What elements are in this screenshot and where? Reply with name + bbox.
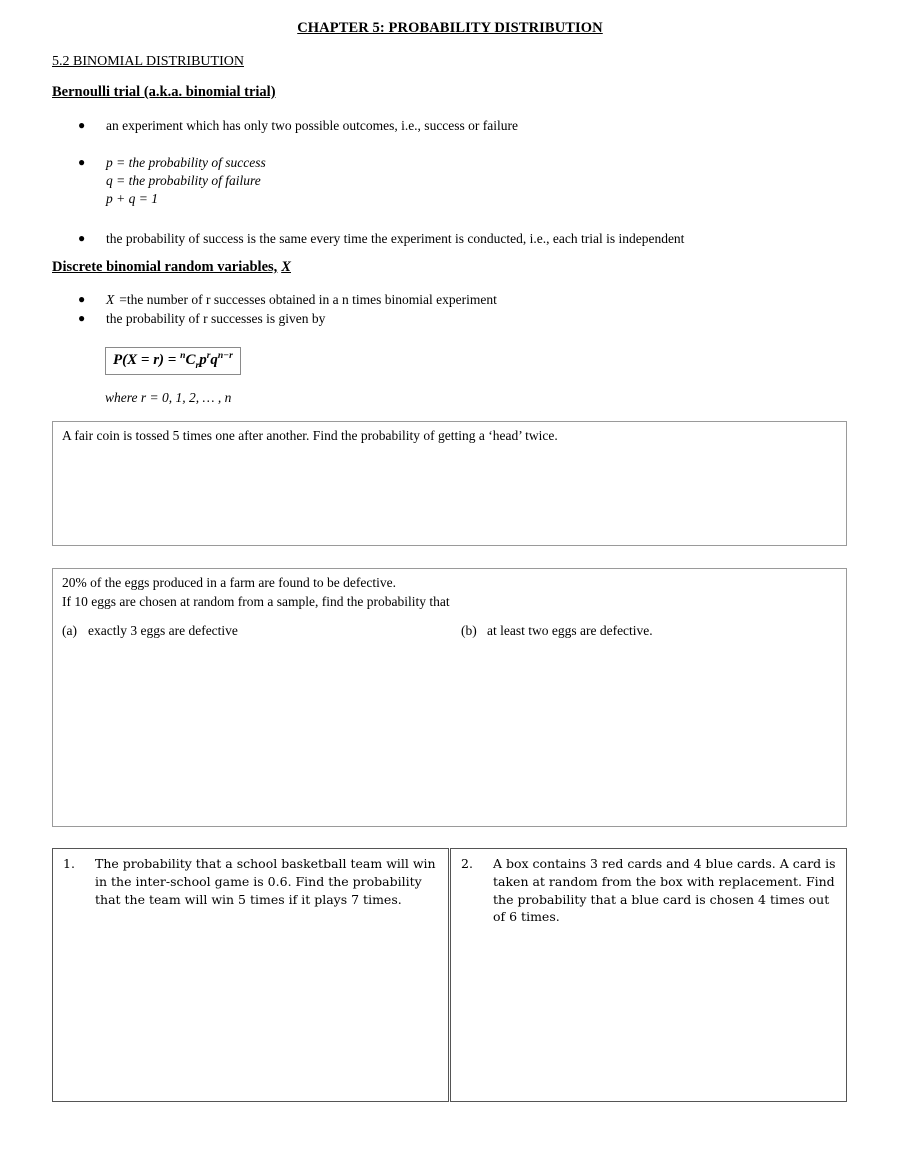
- discrete-bullet-2: [78, 310, 838, 328]
- question-2-stem-line-2: If 10 eggs are chosen at random from a sample, find the probability that: [62, 593, 450, 609]
- question-2-stem-line-1: 20% of the eggs produced in a farm are found to be defective.: [62, 575, 396, 590]
- question-2-part-b-label: (b): [461, 623, 477, 638]
- formula-q-superscript: n−r: [217, 350, 233, 361]
- probability-sum-identity: p + q = 1: [106, 190, 158, 206]
- exercise-cell-2[interactable]: [450, 848, 847, 1102]
- bernoulli-bullet-2-group: [106, 154, 838, 207]
- section-heading-text: 5.2 BINOMIAL DISTRIBUTION: [52, 54, 244, 69]
- exercise-table: [52, 848, 847, 1102]
- page-title: [0, 20, 900, 37]
- bernoulli-bullet-3: [78, 230, 838, 248]
- formula-domain-note-text: where r = 0, 1, 2, … , n: [105, 390, 232, 405]
- formula-p: p: [199, 352, 207, 368]
- discrete-binomial-heading-underline: [52, 259, 291, 275]
- bullet-dot-icon: ●: [78, 230, 86, 245]
- question-2-part-b: [461, 622, 831, 641]
- question-1-text: A fair coin is tossed 5 times one after another. Find the probability of getting a ‘head’ twice.: [62, 428, 558, 443]
- formula-p-superscript: r: [206, 350, 211, 361]
- question-2-part-b-text: at least two eggs are defective.: [487, 623, 653, 638]
- discrete-bullet-1-group: [106, 291, 838, 309]
- binomial-probability-formula: [105, 347, 241, 375]
- question-1-answer-box[interactable]: [52, 421, 847, 546]
- question-2-part-a-text: exactly 3 eggs are defective: [88, 623, 238, 638]
- discrete-bullet-2-text: the probability of r successes is given by: [106, 311, 326, 326]
- formula-combination-c: C: [185, 352, 196, 368]
- discrete-binomial-heading-text: Discrete binomial random variables,: [52, 259, 278, 275]
- bullet-dot-icon: ●: [78, 291, 86, 306]
- random-variable-symbol: X: [106, 292, 115, 307]
- bernoulli-bullet-3-text: the probability of success is the same every time the experiment is conducted, i.e., each trial is independent: [106, 231, 685, 246]
- formula-domain-note: [105, 390, 231, 406]
- page-title-text: CHAPTER 5: PROBABILITY DISTRIBUTION: [297, 20, 603, 36]
- exercise-cell-1[interactable]: [52, 848, 449, 1102]
- probability-success-definition: p = the probability of success: [106, 155, 266, 170]
- section-heading: [52, 54, 244, 70]
- question-2-answer-box[interactable]: [52, 568, 847, 827]
- bullet-dot-icon: ●: [78, 117, 86, 132]
- bullet-dot-icon: ●: [78, 310, 86, 325]
- formula-lhs: P(X = r) =: [113, 352, 181, 368]
- discrete-bullet-1-text: =the number of r successes obtained in a n times binomial experiment: [119, 292, 497, 307]
- bernoulli-bullet-1: [78, 117, 838, 135]
- bernoulli-bullet-2: [78, 154, 838, 207]
- discrete-binomial-heading: [52, 259, 291, 276]
- probability-failure-definition: q = the probability of failure: [106, 172, 261, 188]
- exercise-1-number: 1.: [63, 856, 75, 871]
- question-2-part-a-label: (a): [62, 623, 77, 638]
- discrete-binomial-heading-variable: X: [281, 259, 291, 275]
- formula-q: q: [210, 352, 218, 368]
- bullet-dot-icon: ●: [78, 154, 86, 169]
- exercise-2-text: A box contains 3 red cards and 4 blue cards. A card is taken at random from the box with replacement. Find the probability that a blue card is chosen 4 times out of 6 times.: [493, 856, 836, 925]
- question-2-part-a: [62, 622, 442, 641]
- bernoulli-heading-text: Bernoulli trial (a.k.a. binomial trial): [52, 84, 276, 100]
- discrete-bullet-1: [78, 291, 838, 309]
- formula-n-superscript: n: [180, 350, 186, 361]
- exercise-1-text: The probability that a school basketball team will win in the inter-school game is 0.6. Find the probability that the team will win 5 times if it plays 7 times.: [95, 856, 436, 907]
- formula-r-subscript: r: [195, 360, 200, 371]
- exercise-2-number: 2.: [461, 856, 473, 871]
- question-2-stem: [62, 574, 822, 611]
- bernoulli-bullet-1-text: an experiment which has only two possible outcomes, i.e., success or failure: [106, 118, 519, 133]
- bernoulli-heading: [52, 84, 276, 101]
